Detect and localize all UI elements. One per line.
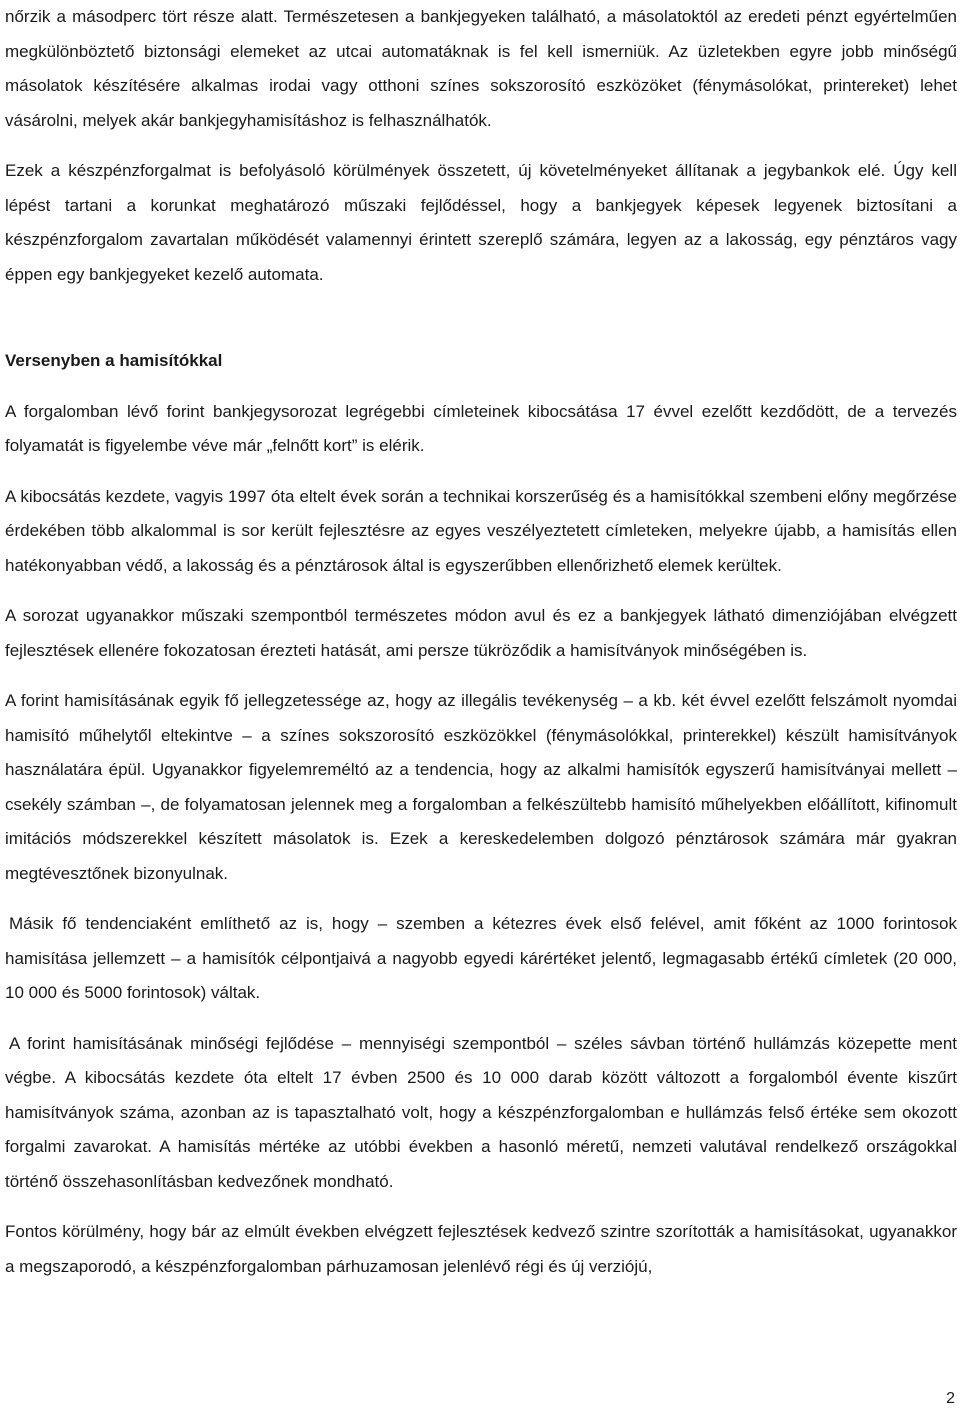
body-paragraph: nőrzik a másodperc tört része alatt. Természetesen a bankjegyeken található, a másolatoktól az eredeti pénzt egyértelműen megkülönböztető biztonsági elemeket az utcai automatáknak is fel kell ismerniük. Az üzletekben egyre jobb minőségű másolatok készítésére alkalmas irodai vagy otthoni színes sokszorosító eszközöket (fénymásolókat, printereket) lehet vásárolni, melyek akár bankjegyhamisításhoz is felhasználhatók. xyxy=(5,7,957,130)
body-paragraph: A sorozat ugyanakkor műszaki szempontból természetes módon avul és ez a bankjegyek látható dimenziójában elvégzett fejlesztések ellenére fokozatosan érezteti hatását, ami persze tükröződik a hamisítványok minőségében is. xyxy=(5,606,957,660)
body-paragraph: A forint hamisításának minőségi fejlődése – mennyiségi szempontból – széles sávban történő hullámzás közepette ment végbe. A kibocsátás kezdete óta eltelt 17 évben 2500 és 10 000 darab között változott a forgalomból évente kiszűrt hamisítványok száma, azonban az is tapasztalható volt, hogy a készpénzforgalomban e hullámzás felső értéke sem okozott forgalmi zavarokat. A hamisítás mértéke az utóbbi években a hasonló méretű, nemzeti valutával rendelkező országokkal történő összehasonlításban kedvezőnek mondható. xyxy=(5,1033,957,1191)
body-paragraph: A kibocsátás kezdete, vagyis 1997 óta eltelt évek során a technikai korszerűség és a hamisítókkal szembeni előny megőrzése érdekében több alkalommal is sor került fejlesztésre az egyes veszélyeztetett címleteken, melyekre újabb, a hamisítás ellen hatékonyabban védő, a lakosság és a pénztárosok által is egyszerűbben ellenőrizhető elemek kerültek. xyxy=(5,486,957,575)
body-paragraph: A forgalomban lévő forint bankjegysorozat legrégebbi címleteinek kibocsátása 17 évvel ezelőtt kezdődött, de a tervezés folyamatát is figyelembe véve már „felnőtt kort” is elérik. xyxy=(5,401,957,455)
page-number: 2 xyxy=(946,1390,955,1407)
body-paragraph: A forint hamisításának egyik fő jellegzetessége az, hogy az illegális tevékenység – a kb. két évvel ezelőtt felszámolt nyomdai hamisító műhelytől eltekintve – a színes sokszorosító eszközökkel (fénymásolókkal, printerekkel) készült hamisítványok használatára épül. Ugyanakkor figyelemreméltó az a tendencia, hogy az alkalmi hamisítók egyszerű hamisítványai mellett – csekély számban –, de folyamatosan jelennek meg a forgalomban a felkészültebb hamisító műhelyekben előállított, kifinomult imitációs módszerekkel készített másolatok is. Ezek a kereskedelemben dolgozó pénztárosok számára már gyakran megtévesztőnek bizonyulnak. xyxy=(5,691,957,883)
body-paragraph: Másik fő tendenciaként említhető az is, hogy – szemben a kétezres évek első felével, amit főként az 1000 forintosok hamisítása jellemzett – a hamisítók célpontjaivá a nagyobb egyedi kárértéket jelentő, legmagasabb értékű címletek (20 000, 10 000 és 5000 forintosok) váltak. xyxy=(5,914,957,1002)
document-page xyxy=(5,0,957,1284)
section-heading: Versenyben a hamisítókkal xyxy=(5,351,223,370)
body-paragraph: Ezek a készpénzforgalmat is befolyásoló körülmények összetett, új követelményeket állítanak a jegybankok elé. Úgy kell lépést tartani a korunkat meghatározó műszaki fejlődéssel, hogy a bankjegyek képesek legyenek biztosítani a készpénzforgalom zavartalan működését valamennyi érintett szereplő számára, legyen az a lakosság, egy pénztáros vagy éppen egy bankjegyeket kezelő automata. xyxy=(5,161,957,284)
body-paragraph: Fontos körülmény, hogy bár az elmúlt években elvégzett fejlesztések kedvező szintre szorították a hamisításokat, ugyanakkor a megszaporodó, a készpénzforgalomban párhuzamosan jelenlévő régi és új verziójú, xyxy=(5,1222,957,1276)
